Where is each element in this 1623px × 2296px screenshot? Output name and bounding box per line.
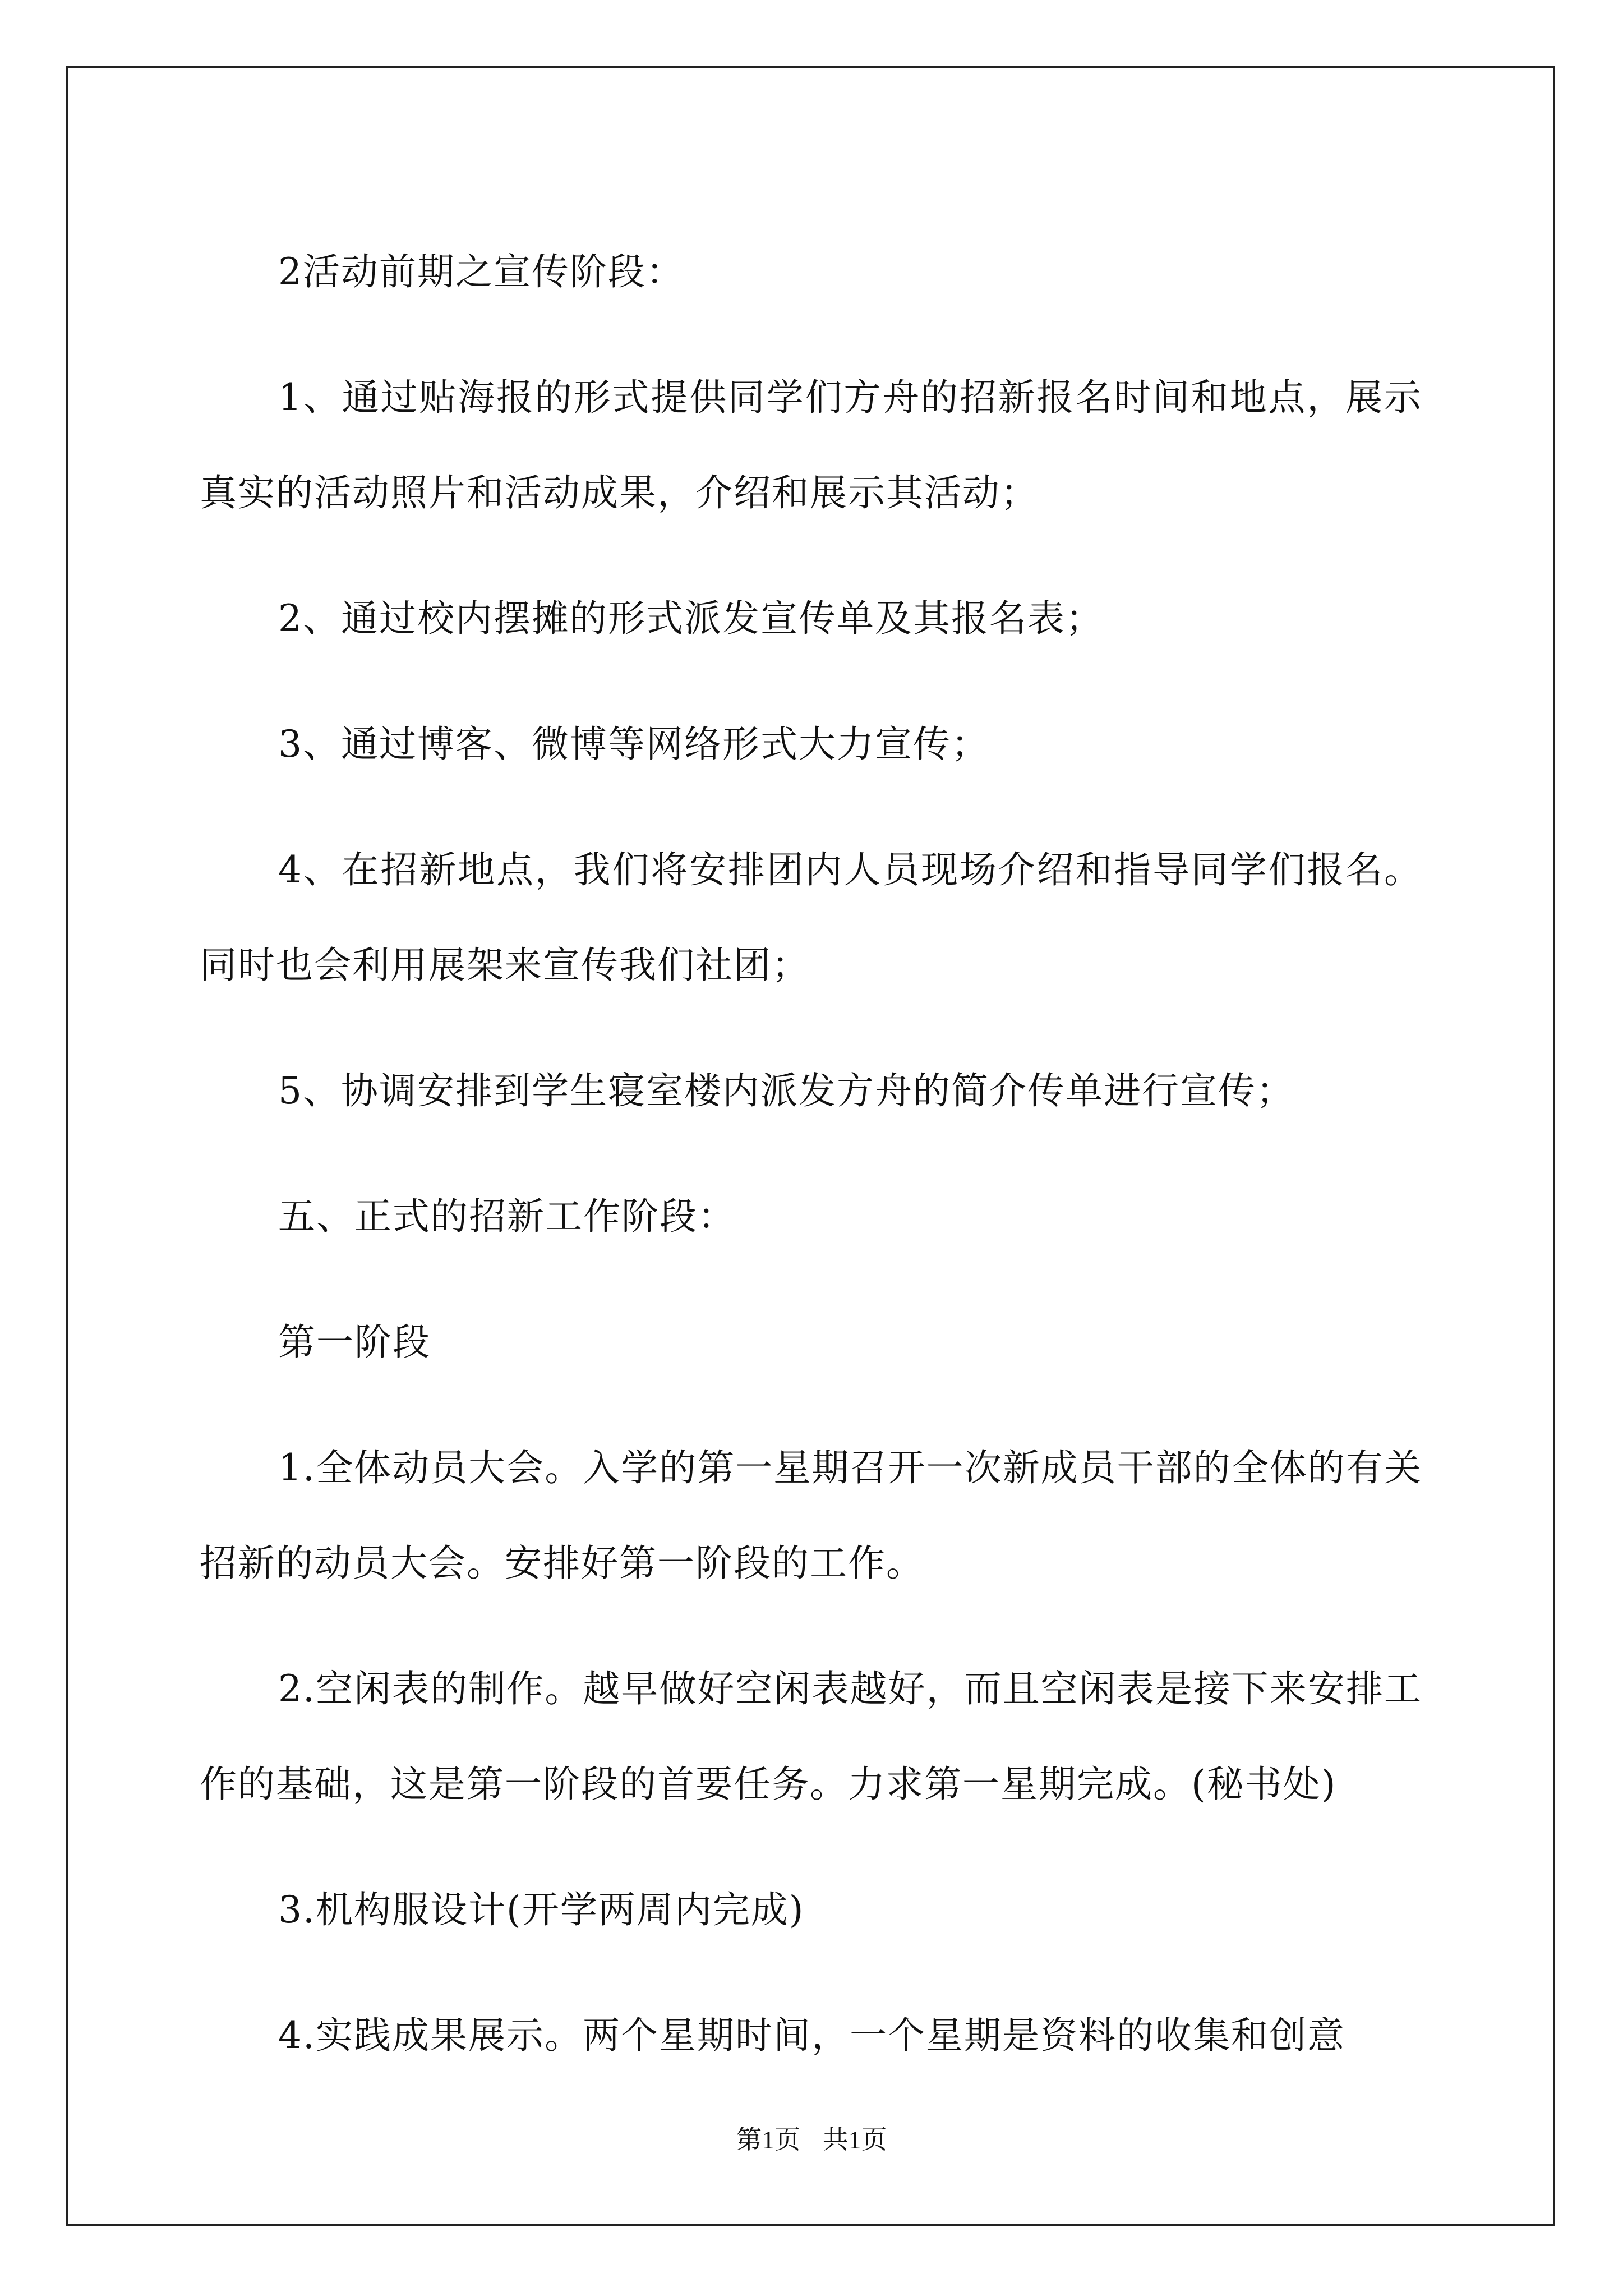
paragraph-11: 3.机构服设计(开学两周内完成) xyxy=(278,1888,805,1931)
paragraph-9: 1.全体动员大会。入学的第一星期召开一次新成员干部的全体的有关招新的动员大会。安排好第一阶段的工作。 xyxy=(200,1446,1422,1585)
paragraph-2: 1、通过贴海报的形式提供同学们方舟的招新报名时间和地点，展示真实的活动照片和活动成果，介绍和展示其活动； xyxy=(200,376,1422,514)
paragraph-10: 2.空闲表的制作。越早做好空闲表越好，而且空闲表是接下来安排工作的基础，这是第一阶段的首要任务。力求第一星期完成。(秘书处) xyxy=(200,1667,1422,1806)
page-number: 第1页 xyxy=(736,2125,801,2154)
paragraph-5: 4、在招新地点，我们将安排团内人员现场介绍和指导同学们报名。同时也会利用展架来宣传我们社团； xyxy=(200,848,1422,987)
paragraph-12: 4.实践成果展示。两个星期时间，一个星期是资料的收集和创意 xyxy=(278,2014,1345,2057)
paragraph-1: 2活动前期之宣传阶段： xyxy=(278,250,684,293)
page-footer xyxy=(0,2119,1623,2156)
phase-heading: 第一阶段 xyxy=(278,1320,431,1364)
section-heading: 五、正式的招新工作阶段： xyxy=(278,1195,736,1238)
paragraph-3: 2、通过校内摆摊的形式派发宣传单及其报名表； xyxy=(278,597,1104,640)
document-body xyxy=(200,224,1422,2106)
page-total: 共1页 xyxy=(822,2125,887,2154)
paragraph-6: 5、协调安排到学生寝室楼内派发方舟的简介传单进行宣传； xyxy=(278,1069,1294,1112)
paragraph-4: 3、通过博客、微博等网络形式大力宣传； xyxy=(278,723,989,766)
